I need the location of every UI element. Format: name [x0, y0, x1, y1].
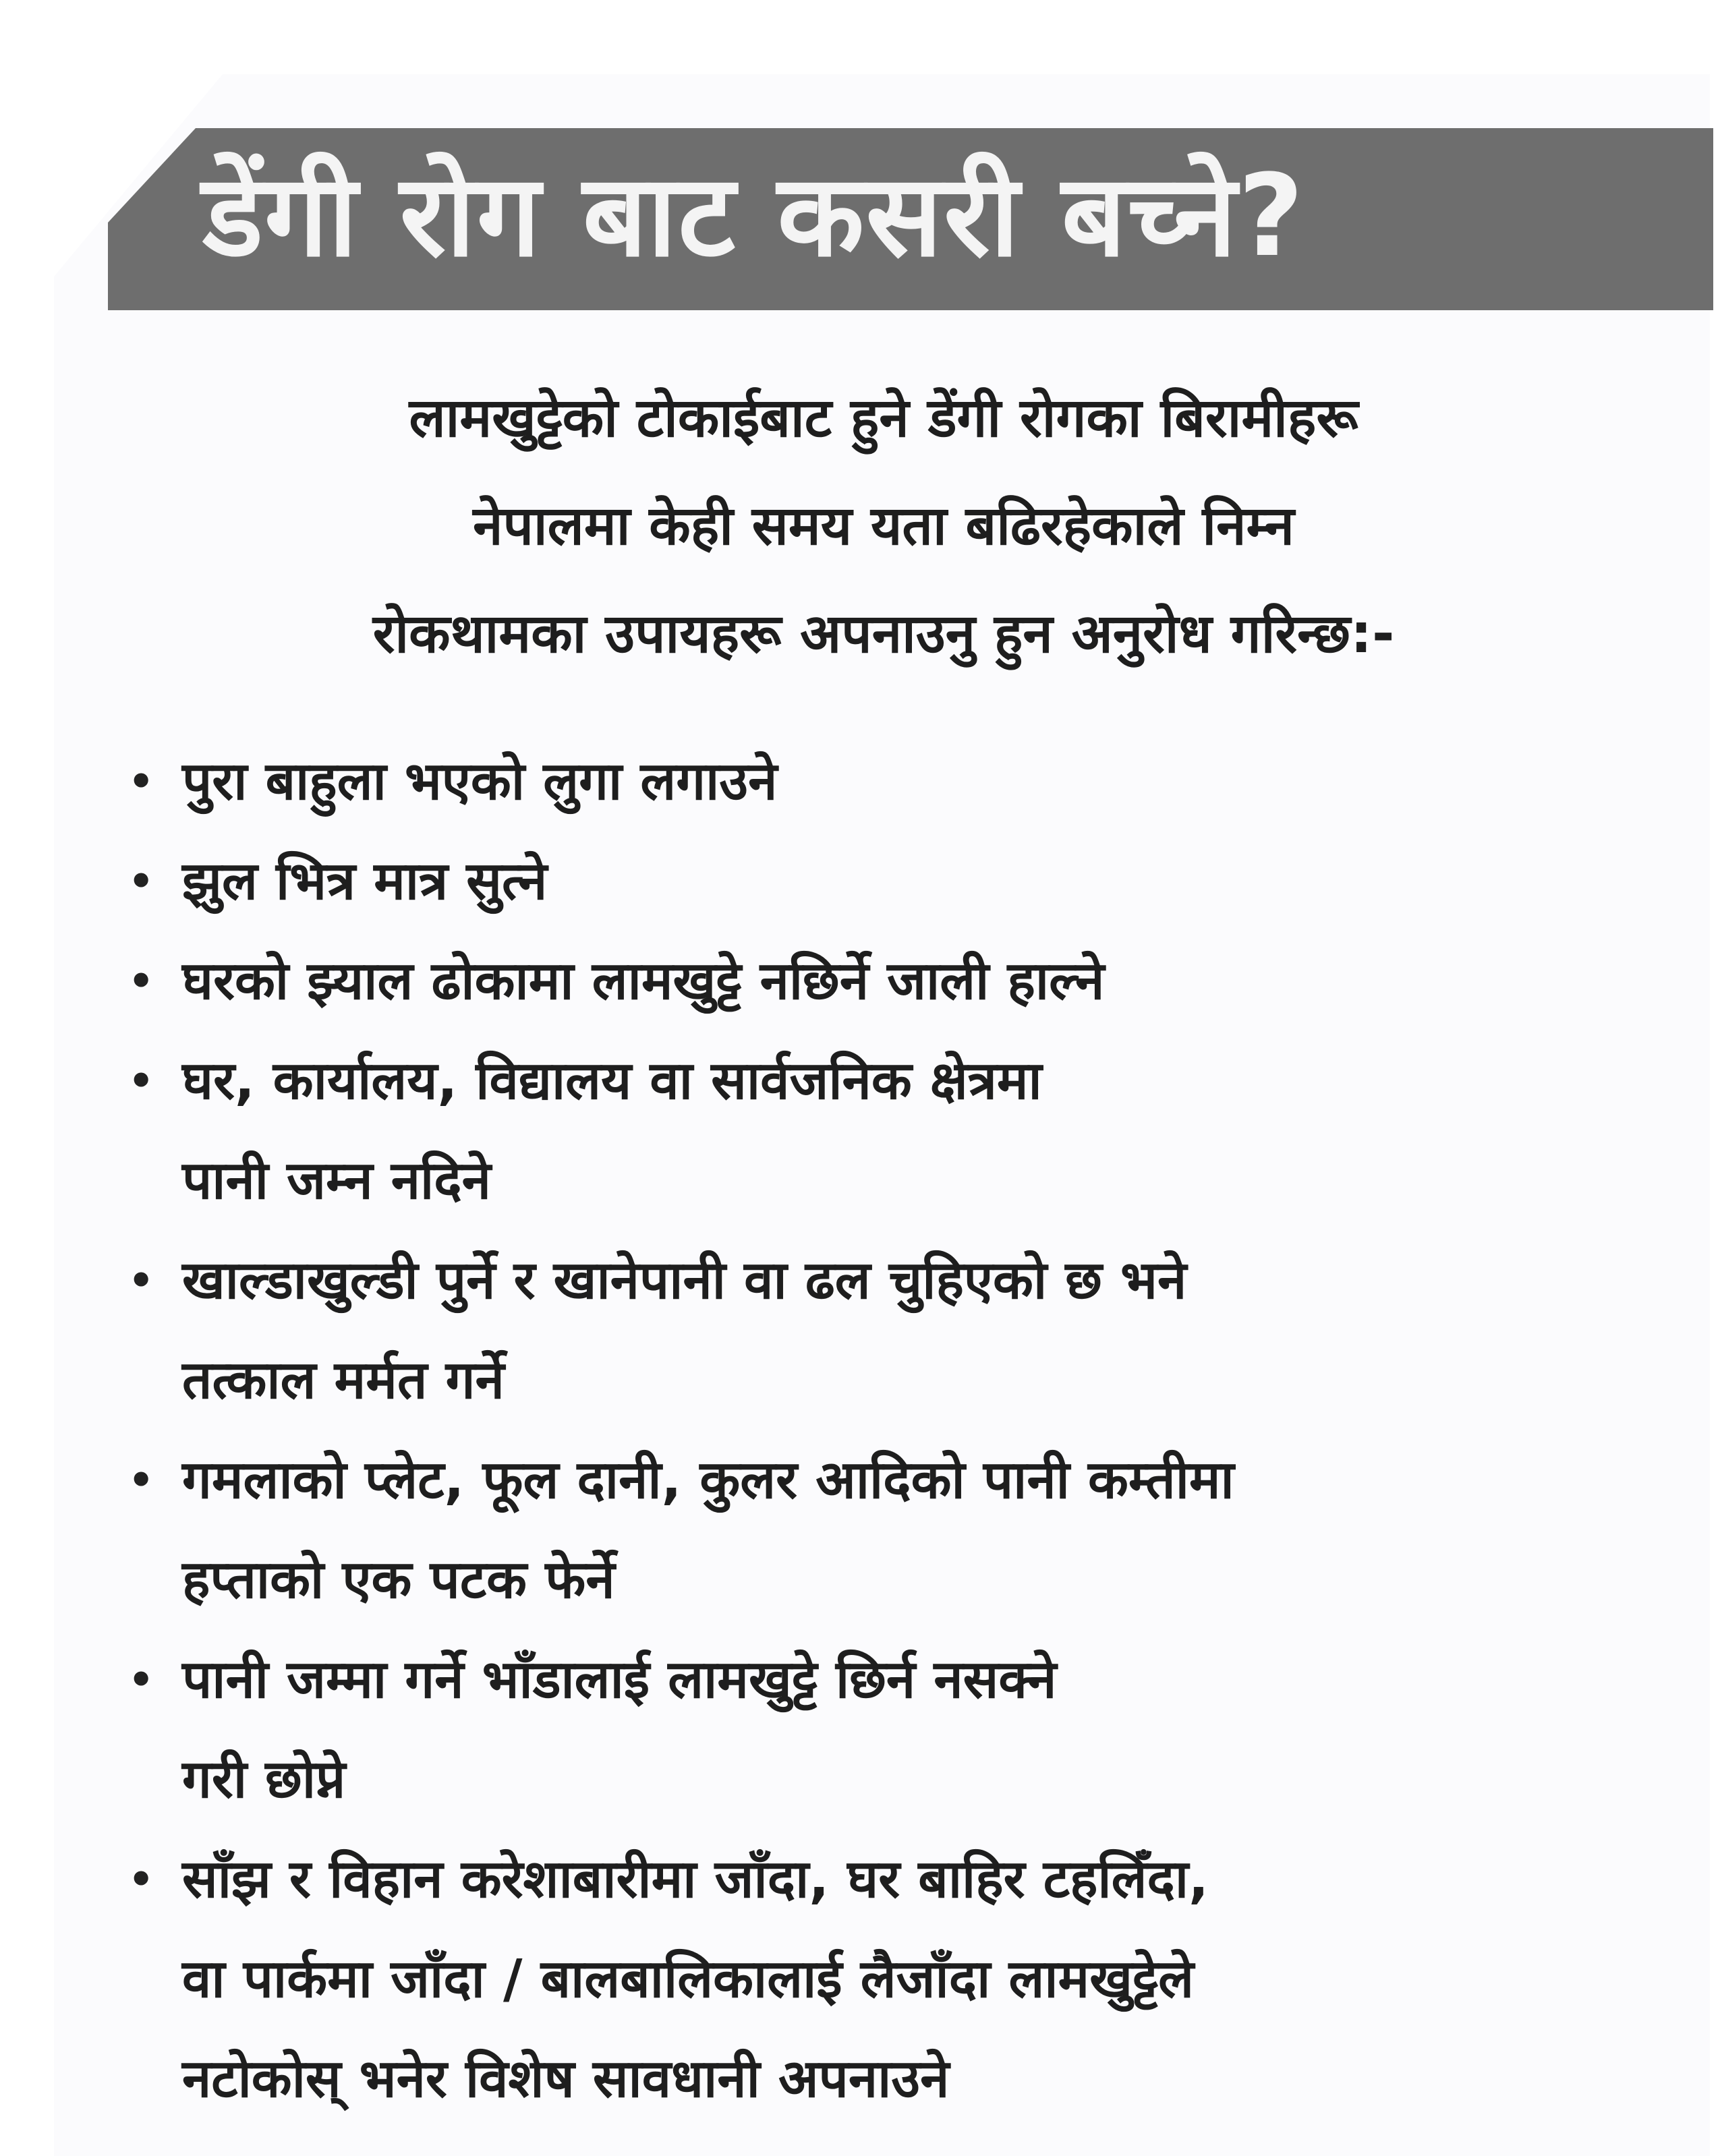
tip-text-line: गरी छोप्ने — [182, 1749, 346, 1810]
list-item — [115, 1031, 1653, 1231]
intro-line: नेपालमा केही समय यता बढिरहेकाले निम्न — [473, 494, 1294, 557]
bullet-icon: • — [128, 1656, 154, 1703]
tip-text-line: झुल भित्र मात्र सुत्ने — [182, 851, 548, 912]
page-title: डेंगी रोग बाट कसरी बच्ने? — [202, 150, 1305, 282]
bullet-icon: • — [128, 1057, 154, 1105]
tip-text-line: तत्काल मर्मत गर्ने — [182, 1350, 505, 1411]
list-item — [115, 1630, 1653, 1830]
list-item — [115, 1231, 1653, 1430]
list-item — [115, 732, 1653, 832]
prevention-tips-list — [115, 732, 1653, 2129]
intro-line: लामखुट्टेको टोकाईबाट हुने डेंगी रोगका बिरामीहरू — [409, 386, 1358, 449]
tip-text-line: नटोकोस् भनेर विशेष सावधानी अपनाउने — [182, 2049, 950, 2109]
tip-text-line: वा पार्कमा जाँदा / बालबालिकालाई लैजाँदा लामखुट्टेले — [182, 1949, 1195, 2010]
intro-line: रोकथामका उपायहरू अपनाउनु हुन अनुरोध गरिन्छ:- — [372, 602, 1395, 665]
tip-text-line: गमलाको प्लेट, फूल दानी, कुलर आदिको पानी कम्तीमा — [182, 1450, 1234, 1511]
bullet-icon: • — [128, 958, 154, 1005]
bullet-icon: • — [128, 1257, 154, 1304]
tip-text-line: घर, कार्यालय, विद्यालय वा सार्वजनिक क्षेत्रमा — [182, 1051, 1042, 1111]
bullet-icon: • — [128, 1856, 154, 1903]
tip-text-line: पानी जम्न नदिने — [182, 1150, 491, 1211]
tip-text-line: हप्ताको एक पटक फेर्ने — [182, 1550, 615, 1610]
list-item — [115, 931, 1653, 1031]
list-item — [115, 1430, 1653, 1630]
bullet-icon: • — [128, 1457, 154, 1504]
tip-text-line: साँझ र विहान करेशाबारीमा जाँदा, घर बाहिर टहलिँदा, — [182, 1849, 1209, 1910]
tip-text-line: घरको झ्याल ढोकामा लामखुट्टे नछिर्ने जाली हाल्ने — [182, 951, 1105, 1012]
bullet-icon: • — [128, 758, 154, 805]
tip-text-line: पानी जम्मा गर्ने भाँडालाई लामखुट्टे छिर्न नसक्ने — [182, 1650, 1057, 1710]
bullet-icon: • — [128, 858, 154, 905]
tip-text-line: पुरा बाहुला भएको लुगा लगाउने — [182, 751, 778, 812]
intro-paragraph — [121, 364, 1646, 688]
list-item — [115, 832, 1653, 931]
tip-text-line: खाल्डाखुल्डी पुर्ने र खानेपानी वा ढल चुहिएको छ भने — [182, 1250, 1187, 1311]
list-item — [115, 1830, 1653, 2129]
